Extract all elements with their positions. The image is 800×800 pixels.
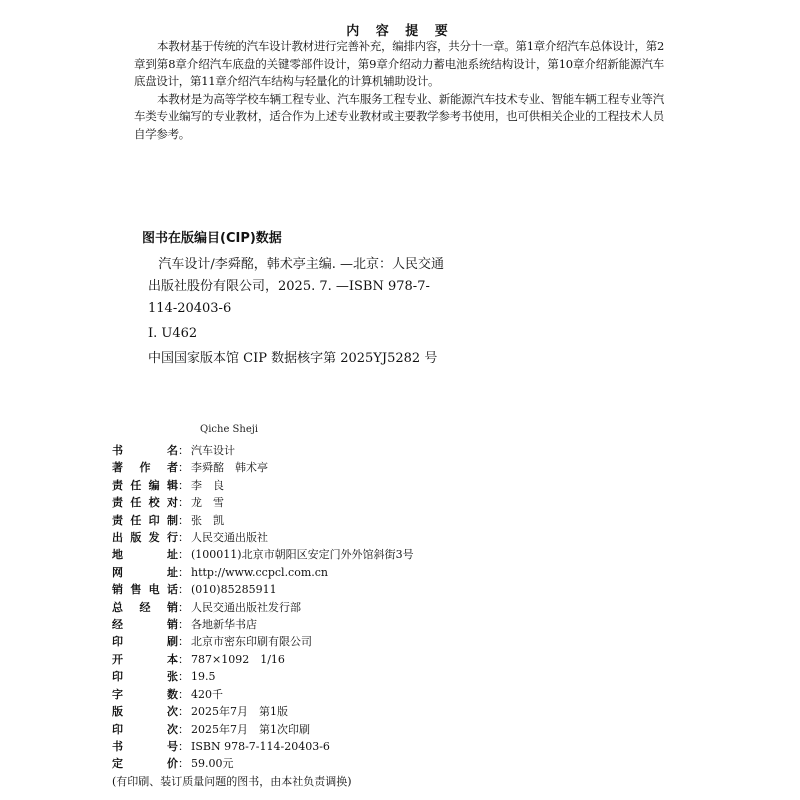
info-row: 责 任 编 辑 ： 李 良	[112, 477, 672, 494]
info-value: 420千	[191, 687, 223, 701]
info-label: 定 价	[112, 757, 178, 771]
info-label: 经 销	[112, 618, 178, 632]
info-value: ISBN 978-7-114-20403-6	[191, 739, 330, 753]
content-summary	[134, 38, 664, 143]
info-label: 著 作 者	[112, 461, 178, 475]
info-value: 人民交通出版社	[191, 531, 268, 545]
info-row: 著 作 者 ： 李舜酩 韩术亭	[112, 459, 672, 476]
info-row: 书 号 ： ISBN 978-7-114-20403-6	[112, 738, 672, 755]
publication-info	[112, 442, 672, 790]
info-value: 北京市密东印刷有限公司	[191, 635, 312, 649]
info-label: 地 址	[112, 548, 178, 562]
info-value: 2025年7月 第1次印刷	[191, 722, 310, 736]
cip-entry: 汽车设计/李舜酩，韩术亭主编. —北京：人民交通出版社股份有限公司，2025. 7. —ISBN 978-7-114-20403-6	[148, 257, 445, 316]
info-row: 版 次 ： 2025年7月 第1版	[112, 703, 672, 720]
summary-title: 内 容 提 要	[346, 24, 454, 39]
info-value: 19.5	[191, 670, 216, 684]
info-label: 印 次	[112, 722, 178, 736]
info-value: 人民交通出版社发行部	[191, 600, 301, 614]
cip-heading: 图书在版编目(CIP)数据	[142, 231, 282, 246]
cip-record-number: 中国国家版本馆 CIP 数据核字第 2025YJ5282 号	[148, 351, 438, 366]
info-row: 印 次 ： 2025年7月 第1次印刷	[112, 721, 672, 738]
info-row: 开 本 ： 787×1092 1/16	[112, 651, 672, 668]
cip-block	[142, 227, 662, 371]
info-value: (010)85285911	[191, 583, 277, 597]
info-row: 责 任 印 制 ： 张 凯	[112, 512, 672, 529]
info-label: 字 数	[112, 687, 178, 701]
info-value: 59.00元	[191, 757, 234, 771]
pinyin-title: Qiche Sheji	[200, 424, 259, 435]
info-label: 责 任 印 制	[112, 513, 178, 527]
info-value: 各地新华书店	[191, 618, 257, 632]
quality-note: (有印刷、装订质量问题的图书，由本社负责调换)	[112, 774, 352, 788]
info-value: 李舜酩 韩术亭	[191, 461, 268, 475]
info-row: 定 价 ： 59.00元	[112, 755, 672, 772]
info-label: 网 址	[112, 565, 178, 579]
summary-paragraph: 本教材基于传统的汽车设计教材进行完善补充，编排内容，共分十一章。第1章介绍汽车总体设计，第2章到第8章介绍汽车底盘的关键零部件设计，第9章介绍动力蓄电池系统结构设计，第10章介绍新能源汽车底盘设计，第11章介绍汽车结构与轻量化的计算机辅助设计。	[134, 39, 664, 88]
info-label: 书 名	[112, 444, 178, 457]
info-row: 销 售 电 话 ： (010)85285911	[112, 581, 672, 598]
info-row: 经 销 ： 各地新华书店	[112, 616, 672, 633]
info-label: 印 张	[112, 670, 178, 684]
info-label: 责 任 编 辑	[112, 478, 178, 492]
info-label: 印 刷	[112, 635, 178, 649]
info-row: 出 版 发 行 ： 人民交通出版社	[112, 529, 672, 546]
info-label: 销 售 电 话	[112, 583, 178, 597]
info-row: 网 址 ： http://www.ccpcl.com.cn	[112, 564, 672, 581]
info-row: 地 址 ： (100011)北京市朝阳区安定门外外馆斜街3号	[112, 546, 672, 563]
info-row: 印 刷 ： 北京市密东印刷有限公司	[112, 633, 672, 650]
info-value: 龙 雪	[191, 496, 224, 510]
info-label: 出 版 发 行	[112, 531, 178, 545]
info-value: http://www.ccpcl.com.cn	[191, 565, 329, 579]
info-row: 印 张 ： 19.5	[112, 668, 672, 685]
info-label: 开 本	[112, 652, 178, 666]
info-row: 责 任 校 对 ： 龙 雪	[112, 494, 672, 511]
info-value: 2025年7月 第1版	[191, 705, 288, 719]
summary-paragraph: 本教材是为高等学校车辆工程专业、汽车服务工程专业、新能源汽车技术专业、智能车辆工程专业等汽车类专业编写的专业教材，适合作为上述专业教材或主要教学参考书使用，也可供相关企业的工程技术人员自学参考。	[134, 91, 664, 141]
info-value: 787×1092 1/16	[191, 652, 285, 666]
info-row: 书 名 ： 汽车设计	[112, 442, 672, 459]
info-row: 总 经 销 ： 人民交通出版社发行部	[112, 599, 672, 616]
info-label: 版 次	[112, 705, 178, 719]
info-label: 总 经 销	[112, 600, 178, 614]
info-label: 书 号	[112, 739, 178, 753]
info-value: (100011)北京市朝阳区安定门外外馆斜街3号	[191, 548, 414, 562]
info-row: 字 数 ： 420千	[112, 686, 672, 703]
info-label: 责 任 校 对	[112, 496, 178, 510]
cip-classification: Ⅰ. U462	[148, 326, 198, 341]
info-value: 张 凯	[191, 513, 224, 527]
info-value: 汽车设计	[191, 444, 235, 457]
info-value: 李 良	[191, 478, 224, 492]
cip-body	[142, 254, 662, 371]
